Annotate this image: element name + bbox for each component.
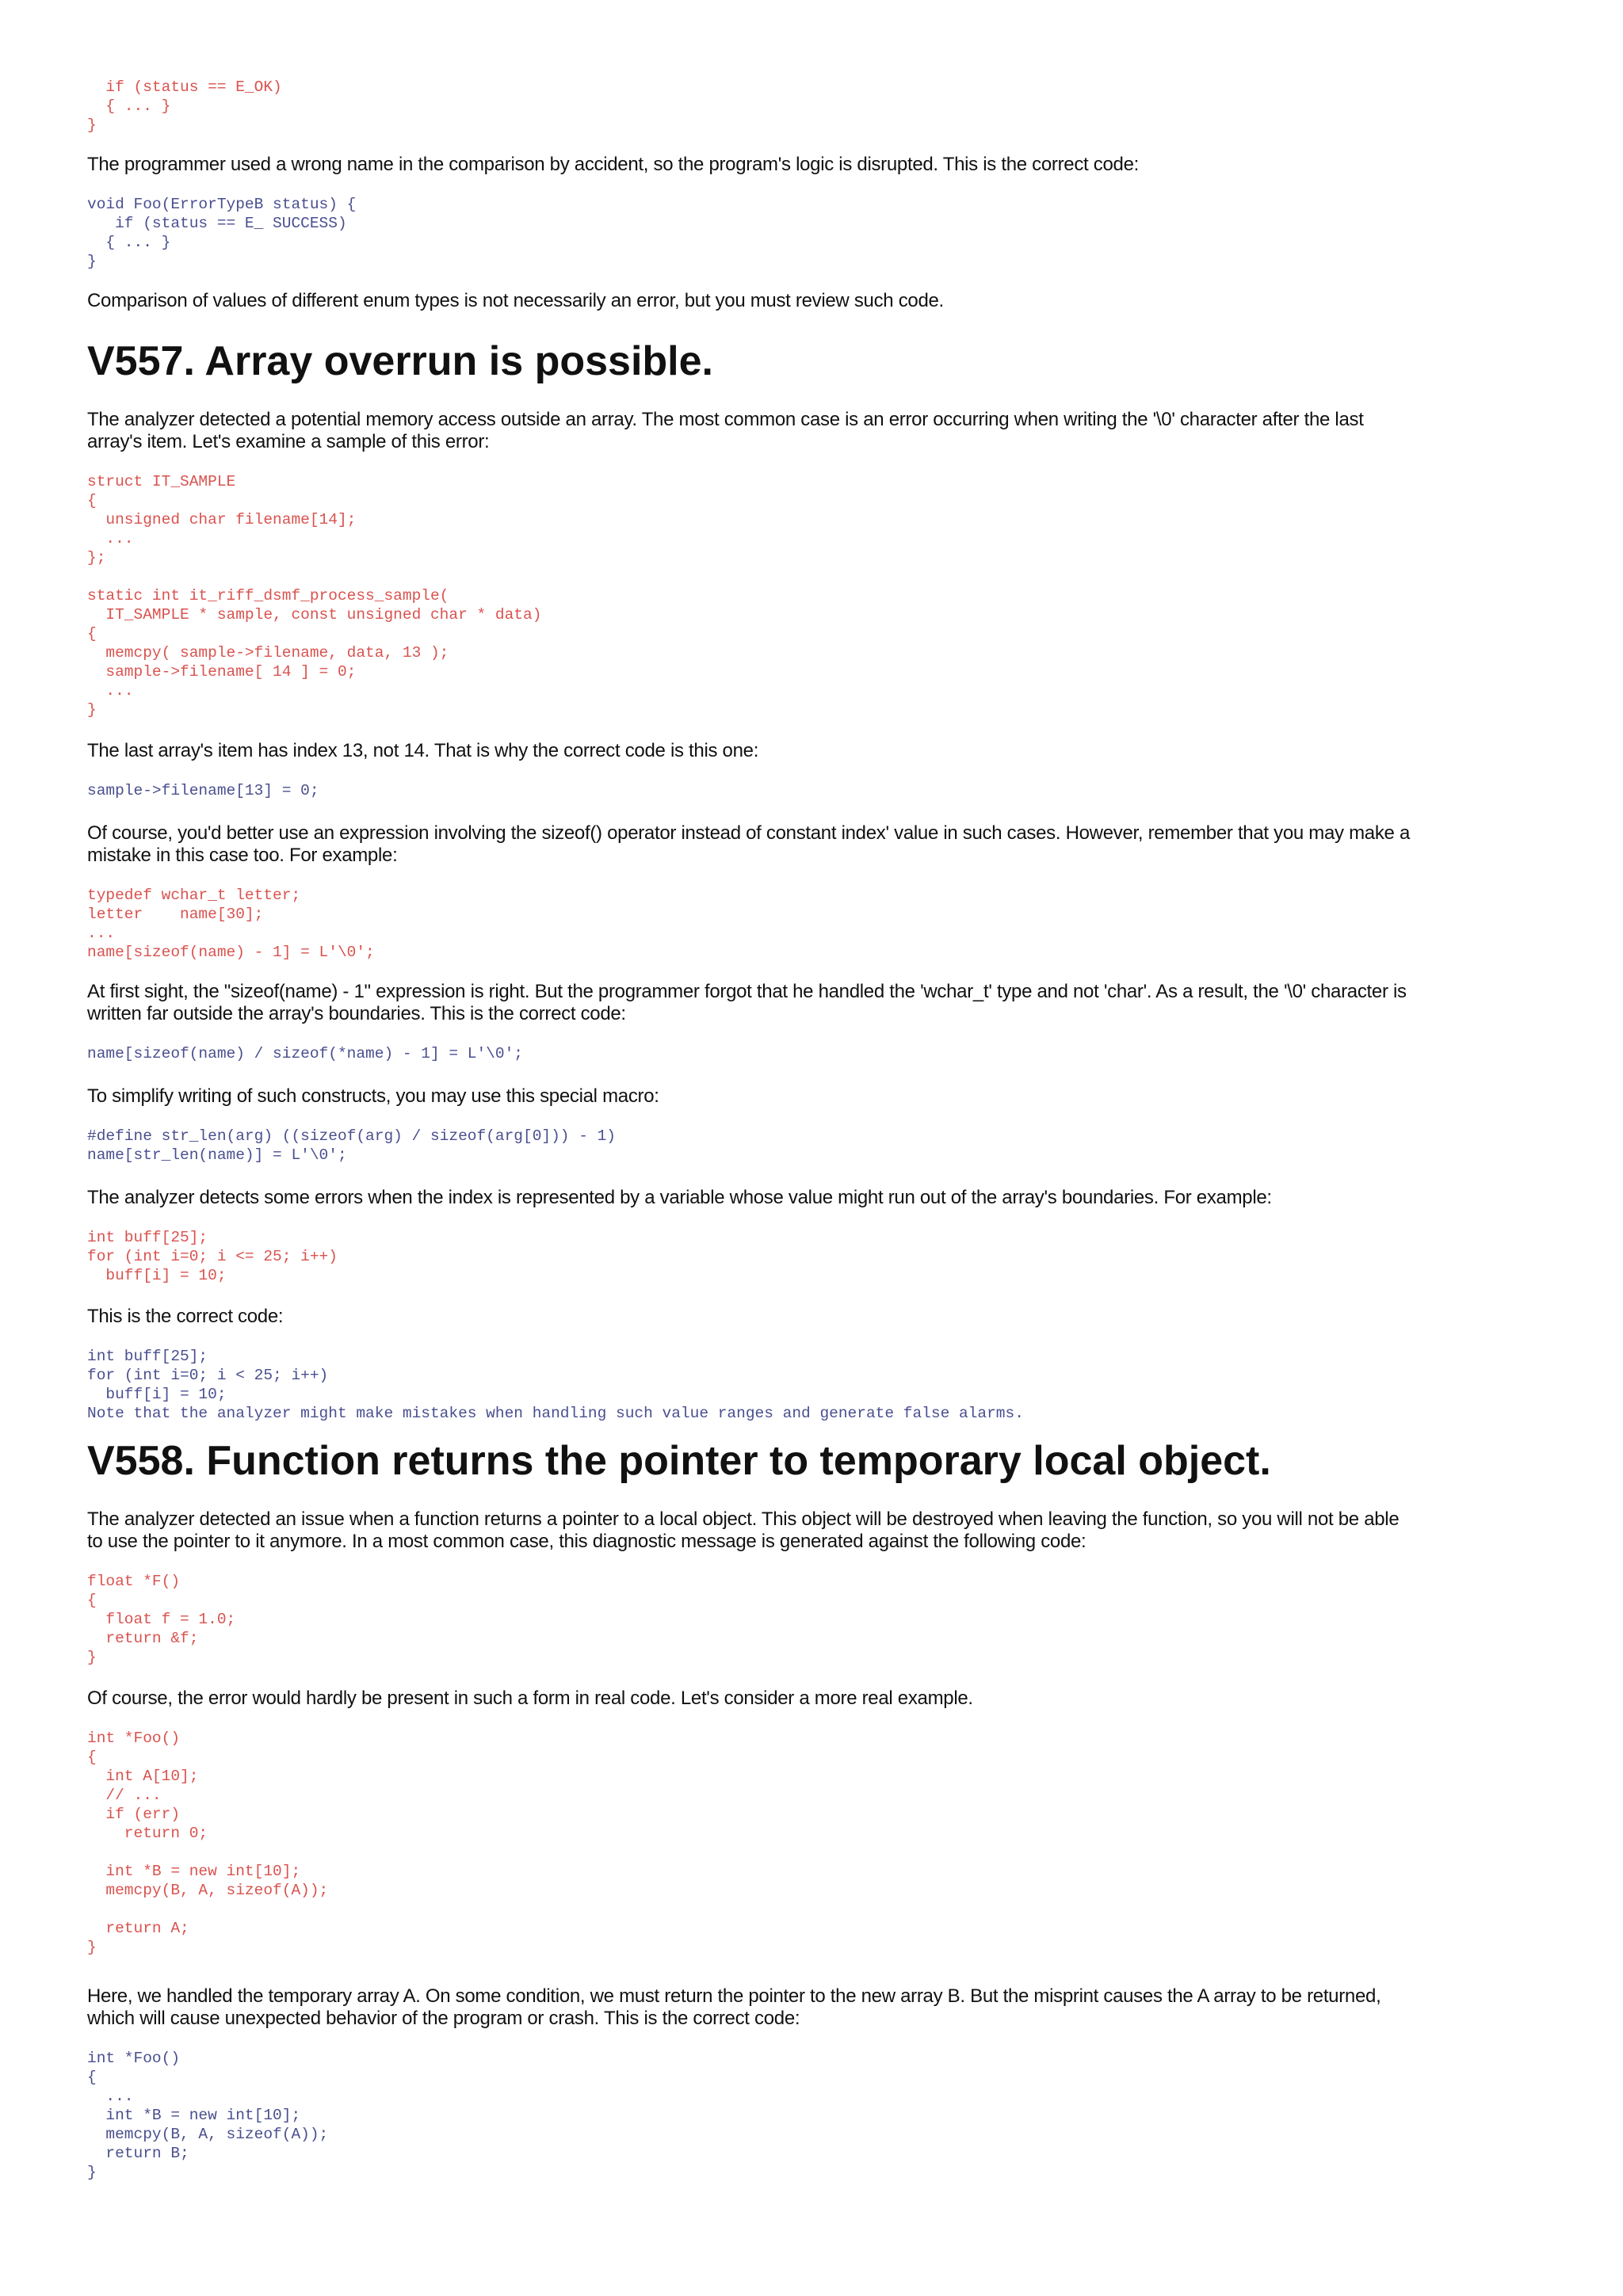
paragraph-v558-intro: The analyzer detected an issue when a function returns a pointer to a local object. This object will be destroyed when leaving the function, so you will not be able to use the pointer to it anymore. In a most common case, this diagnostic message is generated against the following code:: [87, 1508, 1400, 1552]
paragraph-v557-intro: The analyzer detected a potential memory access outside an array. The most common case is an error occurring when writing the '\0' character after the last array's item. Let's examine a sample of this error:: [87, 409, 1364, 452]
paragraph-variable-index: The analyzer detects some errors when the index is represented by a variable whose value might run out of the array's boundaries. For example:: [87, 1187, 1272, 1208]
code-block-filename-fix: sample->filename[13] = 0;: [87, 782, 319, 799]
code-block-wchar-fix: name[sizeof(name) / sizeof(*name) - 1] = L'\0';: [87, 1045, 523, 1062]
heading-v557: V557. Array overrun is possible.: [87, 338, 713, 384]
heading-v558: V558. Function returns the pointer to temporary local object.: [87, 1438, 1271, 1484]
paragraph-wrong-name: The programmer used a wrong name in the comparison by accident, so the program's logic is disrupted. This is the correct code:: [87, 154, 1139, 175]
paragraph-sizeof: Of course, you'd better use an expression involving the sizeof() operator instead of constant index' value in such cases. However, remember that you may make a mistake in this case too. For example:: [87, 822, 1411, 866]
code-block-enum-fixed: void Foo(ErrorTypeB status) { if (status == E_ SUCCESS) { ... } }: [87, 196, 357, 270]
paragraph-real-example: Of course, the error would hardly be present in such a form in real code. Let's consider a more real example.: [87, 1688, 973, 1709]
paragraph-first-sight: At first sight, the "sizeof(name) - 1" expression is right. But the programmer forgot that he handled the 'wchar_t' type and not 'char'. As a result, the '\0' character is written far outside the array's boundaries. This is the correct code:: [87, 981, 1407, 1024]
code-block-int-foo-fix: int *Foo() { ... int *B = new int[10]; memcpy(B, A, sizeof(A)); return B; }: [87, 2050, 329, 2181]
paragraph-last-index: The last array's item has index 13, not 14. That is why the correct code is this one:: [87, 740, 759, 761]
code-block-float-f: float *F() { float f = 1.0; return &f; }: [87, 1573, 236, 1666]
paragraph-enum-review: Comparison of values of different enum types is not necessarily an error, but you must review such code.: [87, 290, 944, 311]
paragraph-correct-code: This is the correct code:: [87, 1306, 284, 1327]
code-block-buff-fix: int buff[25]; for (int i=0; i < 25; i++) buff[i] = 10; Note that the analyzer might make mistakes when handling such value ranges and generate false alarms.: [87, 1348, 1024, 1422]
code-block-wchar: typedef wchar_t letter; letter name[30]; ... name[sizeof(name) - 1] = L'\0';: [87, 887, 375, 961]
code-block-it-sample: struct IT_SAMPLE { unsigned char filename[14]; ... }; static int it_riff_dsmf_process_sample( IT_SAMPLE * sample, const unsigned char * data) { memcpy( sample->filename, data, 13 ); sample->filename[ 14 ] = 0; ... }: [87, 473, 542, 719]
code-block-int-foo: int *Foo() { int A[10]; // ... if (err) return 0; int *B = new int[10]; memcpy(B, A, sizeof(A)); return A; }: [87, 1730, 329, 1956]
code-block-enum-tail: if (status == E_OK) { ... } }: [87, 78, 282, 134]
paragraph-temporary-array: Here, we handled the temporary array A. On some condition, we must return the pointer to the new array B. But the misprint causes the A array to be returned, which will cause unexpected behavior of the program or crash. This is the correct code:: [87, 1985, 1381, 2029]
code-block-macro: #define str_len(arg) ((sizeof(arg) / sizeof(arg[0])) - 1) name[str_len(name)] = L'\0';: [87, 1127, 617, 1164]
paragraph-macro: To simplify writing of such constructs, you may use this special macro:: [87, 1085, 659, 1107]
code-block-buff-loop: int buff[25]; for (int i=0; i <= 25; i++) buff[i] = 10;: [87, 1229, 338, 1284]
